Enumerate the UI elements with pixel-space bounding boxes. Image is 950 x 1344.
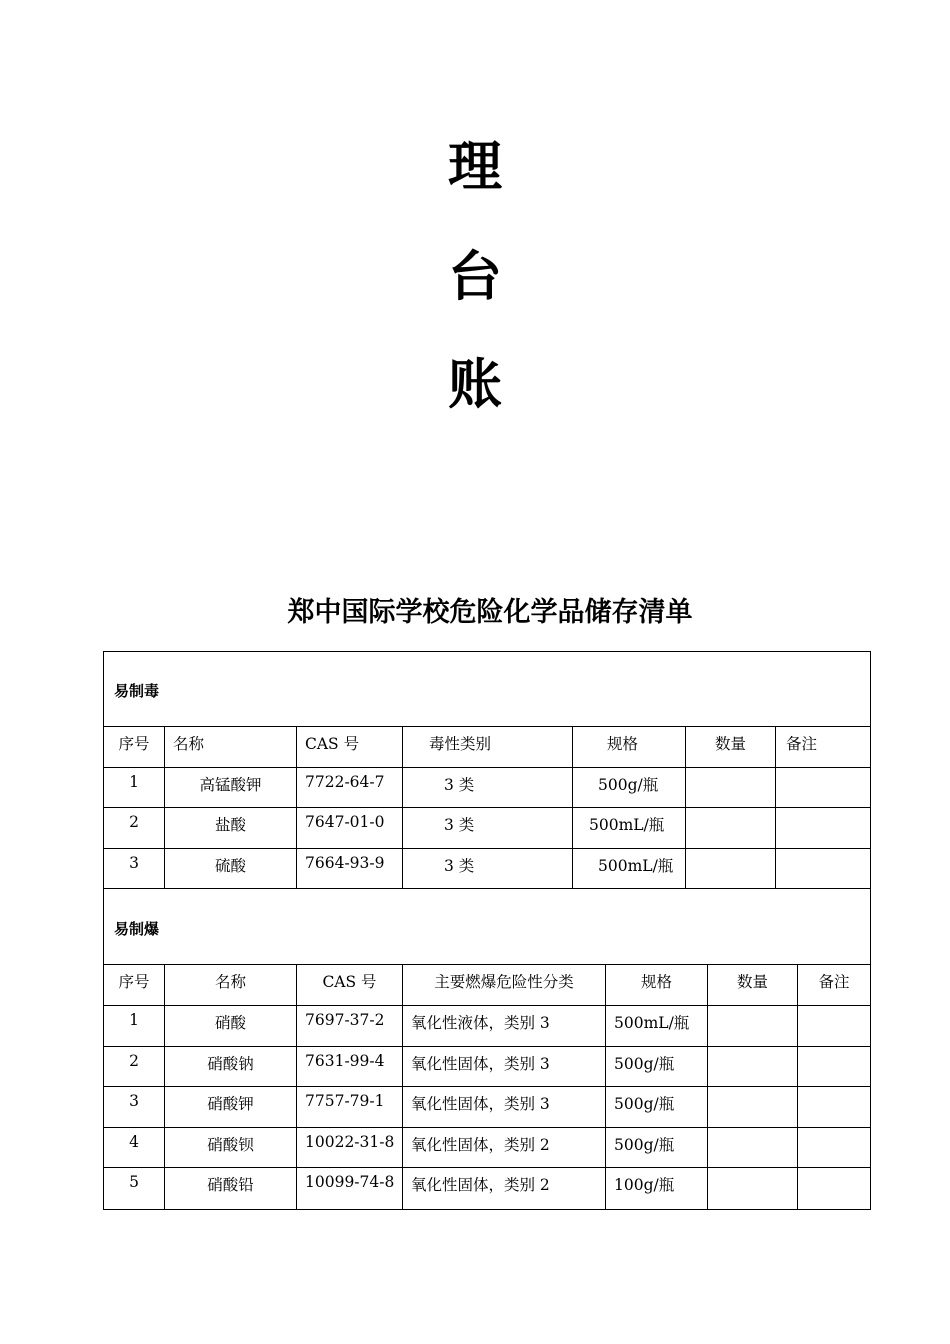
cell-no: 5	[104, 1168, 165, 1209]
cell-no: 2	[104, 1047, 165, 1087]
cell-category: 3 类	[403, 808, 573, 848]
cell-qty	[686, 768, 776, 808]
cell-category: 3 类	[403, 849, 573, 889]
section-heading-label: 易制爆	[114, 920, 160, 939]
column-header: CAS 号	[297, 965, 403, 1005]
cell-note	[776, 808, 870, 848]
column-header: 规格	[573, 727, 686, 767]
cell-cas: 7664-93-9	[297, 849, 403, 889]
cell-category: 氧化性液体，类别 3	[403, 1006, 606, 1046]
cell-spec: 500g/瓶	[573, 768, 686, 808]
table-row	[104, 1128, 870, 1169]
cell-spec: 100g/瓶	[606, 1168, 708, 1209]
cell-category: 氧化性固体，类别 2	[403, 1128, 606, 1168]
cell-qty	[708, 1087, 798, 1127]
table-row	[104, 1087, 870, 1128]
cell-qty	[708, 1168, 798, 1209]
cell-spec: 500mL/瓶	[573, 849, 686, 889]
cover-char-1: 理	[448, 134, 502, 198]
cell-no: 2	[104, 808, 165, 848]
cell-name: 盐酸	[165, 808, 297, 848]
column-header: 序号	[104, 965, 165, 1005]
cell-cas: 7722-64-7	[297, 768, 403, 808]
cell-category: 氧化性固体，类别 3	[403, 1087, 606, 1127]
table-header-row	[104, 965, 870, 1006]
cell-name: 高锰酸钾	[165, 768, 297, 808]
section-heading-label: 易制毒	[114, 682, 160, 700]
column-header: 数量	[686, 727, 776, 767]
table-row	[104, 1168, 870, 1209]
cell-cas: 7647-01-0	[297, 808, 403, 848]
cell-note	[798, 1006, 870, 1046]
cell-name: 硝酸	[165, 1006, 297, 1046]
cell-no: 4	[104, 1128, 165, 1168]
cell-cas: 10022-31-8	[297, 1128, 403, 1168]
column-header: 毒性类别	[403, 727, 573, 767]
column-header: 主要燃爆危险性分类	[403, 965, 606, 1005]
table-row	[104, 1006, 870, 1047]
column-header: 序号	[104, 727, 165, 767]
document-title: 郑中国际学校危险化学品储存清单	[287, 597, 693, 628]
cell-spec: 500g/瓶	[606, 1128, 708, 1168]
cover-char-2: 台	[448, 244, 502, 308]
cell-name: 硝酸钠	[165, 1047, 297, 1087]
column-header: 数量	[708, 965, 798, 1005]
cell-name: 硝酸铅	[165, 1168, 297, 1209]
cell-cas: 7631-99-4	[297, 1047, 403, 1087]
column-header: 备注	[818, 973, 850, 992]
cell-note	[798, 1087, 870, 1127]
cell-note	[798, 1047, 870, 1087]
table-row	[104, 768, 870, 809]
column-header: CAS 号	[297, 727, 403, 767]
cell-cas: 7697-37-2	[297, 1006, 403, 1046]
cell-spec: 500g/瓶	[606, 1087, 708, 1127]
table-row	[104, 849, 870, 890]
cell-note	[776, 849, 870, 889]
cell-category: 氧化性固体，类别 2	[403, 1168, 606, 1209]
cell-name: 硝酸钡	[165, 1128, 297, 1168]
cell-spec: 500mL/瓶	[606, 1006, 708, 1046]
cell-cas: 7757-79-1	[297, 1087, 403, 1127]
cell-spec: 500mL/瓶	[573, 808, 686, 848]
column-header: 规格	[606, 965, 708, 1005]
table-header-row	[104, 727, 870, 768]
cell-category: 3 类	[403, 768, 573, 808]
column-header: 名称	[165, 727, 297, 767]
cell-qty	[708, 1006, 798, 1046]
cell-category: 氧化性固体，类别 3	[403, 1047, 606, 1087]
cell-cas: 10099-74-8	[297, 1168, 403, 1209]
cell-name: 硝酸钾	[165, 1087, 297, 1127]
cell-note	[776, 768, 870, 808]
cell-qty	[708, 1128, 798, 1168]
chemical-inventory-table	[103, 651, 871, 1210]
section-heading-precursor-drugs	[104, 652, 870, 727]
cell-qty	[686, 808, 776, 848]
cell-note	[798, 1168, 870, 1209]
table-row	[104, 1047, 870, 1088]
cover-char-3: 账	[448, 352, 502, 416]
table-row	[104, 808, 870, 849]
cell-qty	[708, 1047, 798, 1087]
section-heading-precursor-explosives	[104, 889, 870, 965]
cell-qty	[686, 849, 776, 889]
cell-no: 1	[104, 768, 165, 808]
cell-spec: 500g/瓶	[606, 1047, 708, 1087]
cell-name: 硫酸	[165, 849, 297, 889]
cell-no: 3	[104, 1087, 165, 1127]
column-header: 备注	[786, 735, 818, 753]
cell-no: 3	[104, 849, 165, 889]
column-header: 名称	[165, 965, 297, 1005]
cell-note	[798, 1128, 870, 1168]
cell-no: 1	[104, 1006, 165, 1046]
